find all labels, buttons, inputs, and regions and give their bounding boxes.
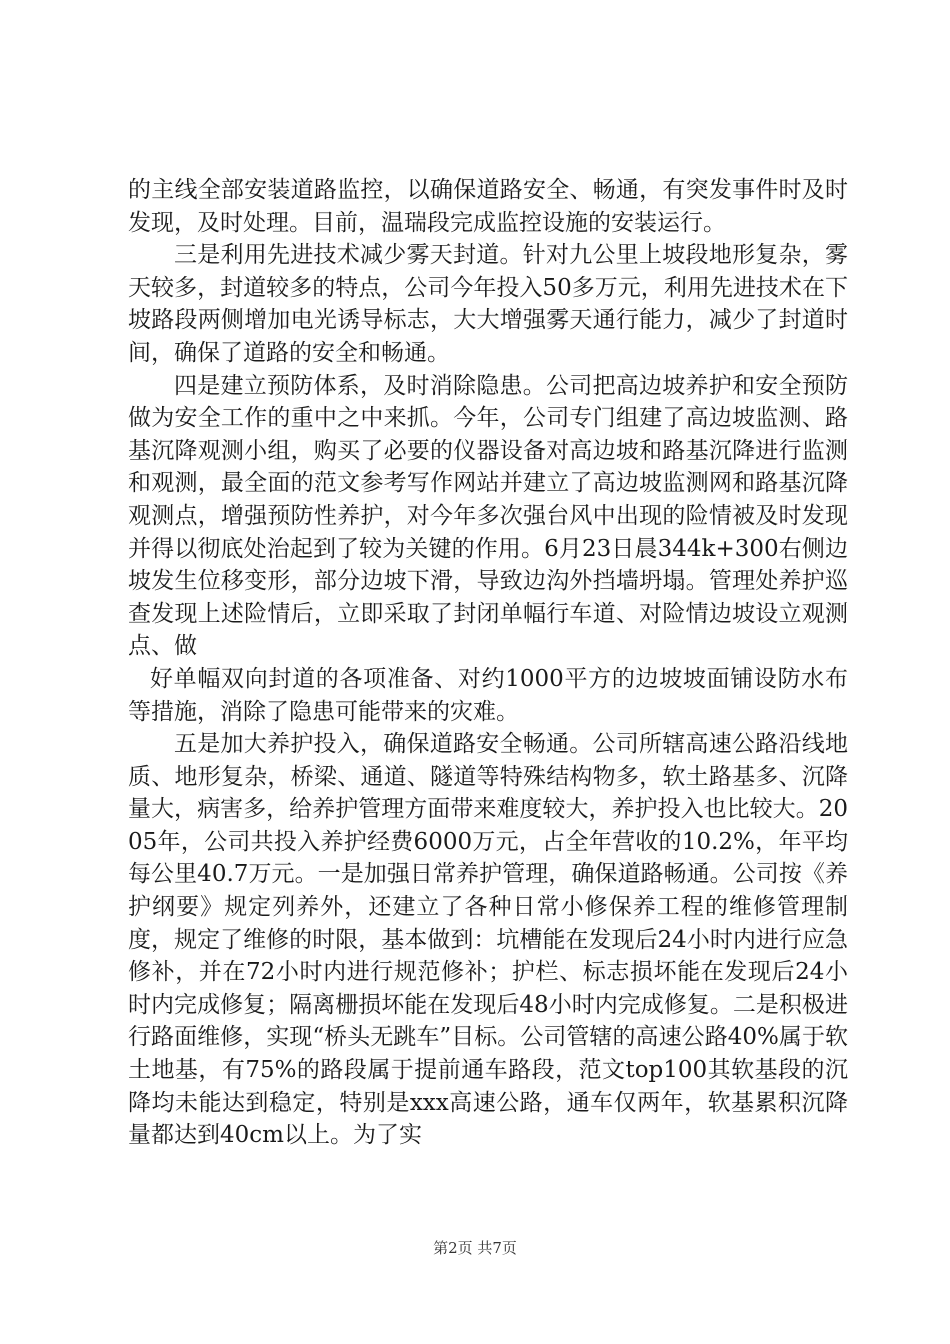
paragraph-fog-closure: 三是利用先进技术减少雾天封道。针对九公里上坡段地形复杂，雾天较多，封道较多的特点，公司今年投入50多万元，利用先进技术在下坡路段两侧增加电光诱导标志，大大增强雾天通行能力，减少了封道时间，确保了道路的安全和畅通。 xyxy=(128,242,848,366)
paragraph-prevention-continued: 好单幅双向封道的各项准备、对约1000平方的边坡坡面铺设防水布等措施，消除了隐患可能带来的灾难。 xyxy=(128,665,848,725)
paragraph-prevention-system: 四是建立预防体系，及时消除隐患。公司把高边坡养护和安全预防做为安全工作的重中之中来抓。今年，公司专门组建了高边坡监测、路基沉降观测小组，购买了必要的仪器设备对高边坡和路基沉降进行监测和观测，最全面的范文参考写作网站并建立了高边坡监测网和路基沉降观测点，增强预防性养护，对今年多次强台风中出现的险情被及时发现并得以彻底处治起到了较为关键的作用。6月23日晨344k+300右侧边坡发生位移变形，部分边坡下滑，导致边沟外挡墙坍塌。管理处养护巡查发现上述险情后，立即采取了封闭单幅行车道、对险情边坡设立观测点、做 xyxy=(128,372,848,660)
page-footer: 第2页 共7页 xyxy=(433,1239,517,1257)
paragraph-monitoring: 的主线全部安装道路监控，以确保道路安全、畅通，有突发事件时及时发现，及时处理。目前，温瑞段完成监控设施的安装运行。 xyxy=(128,177,848,236)
paragraph-maintenance-investment: 五是加大养护投入，确保道路安全畅通。公司所辖高速公路沿线地质、地形复杂，桥梁、通道、隧道等特殊结构物多，软土路基多、沉降量大，病害多，给养护管理方面带来难度较大，养护投入也比较大。2005年，公司共投入养护经费6000万元，占全年营收的10.2%，年平均每公里40.7万元。一是加强日常养护管理，确保道路畅通。公司按《养护纲要》规定列养外，还建立了各种日常小修保养工程的维修管理制度，规定了维修的时限，基本做到：坑槽能在发现后24小时内进行应急修补，并在72小时内进行规范修补；护栏、标志损坏能在发现后24小时内完成修复；隔离栅损坏能在发现后48小时内完成修复。二是积极进行路面维修，实现“桥头无跳车”目标。公司管辖的高速公路40%属于软土地基，有75%的路段属于提前通车路段，范文top100其软基段的沉降均未能达到稳定，特别是xxx高速公路，通车仅两年，软基累积沉降量都达到40cm以上。为了实 xyxy=(128,731,848,1149)
document-body xyxy=(128,174,848,1152)
